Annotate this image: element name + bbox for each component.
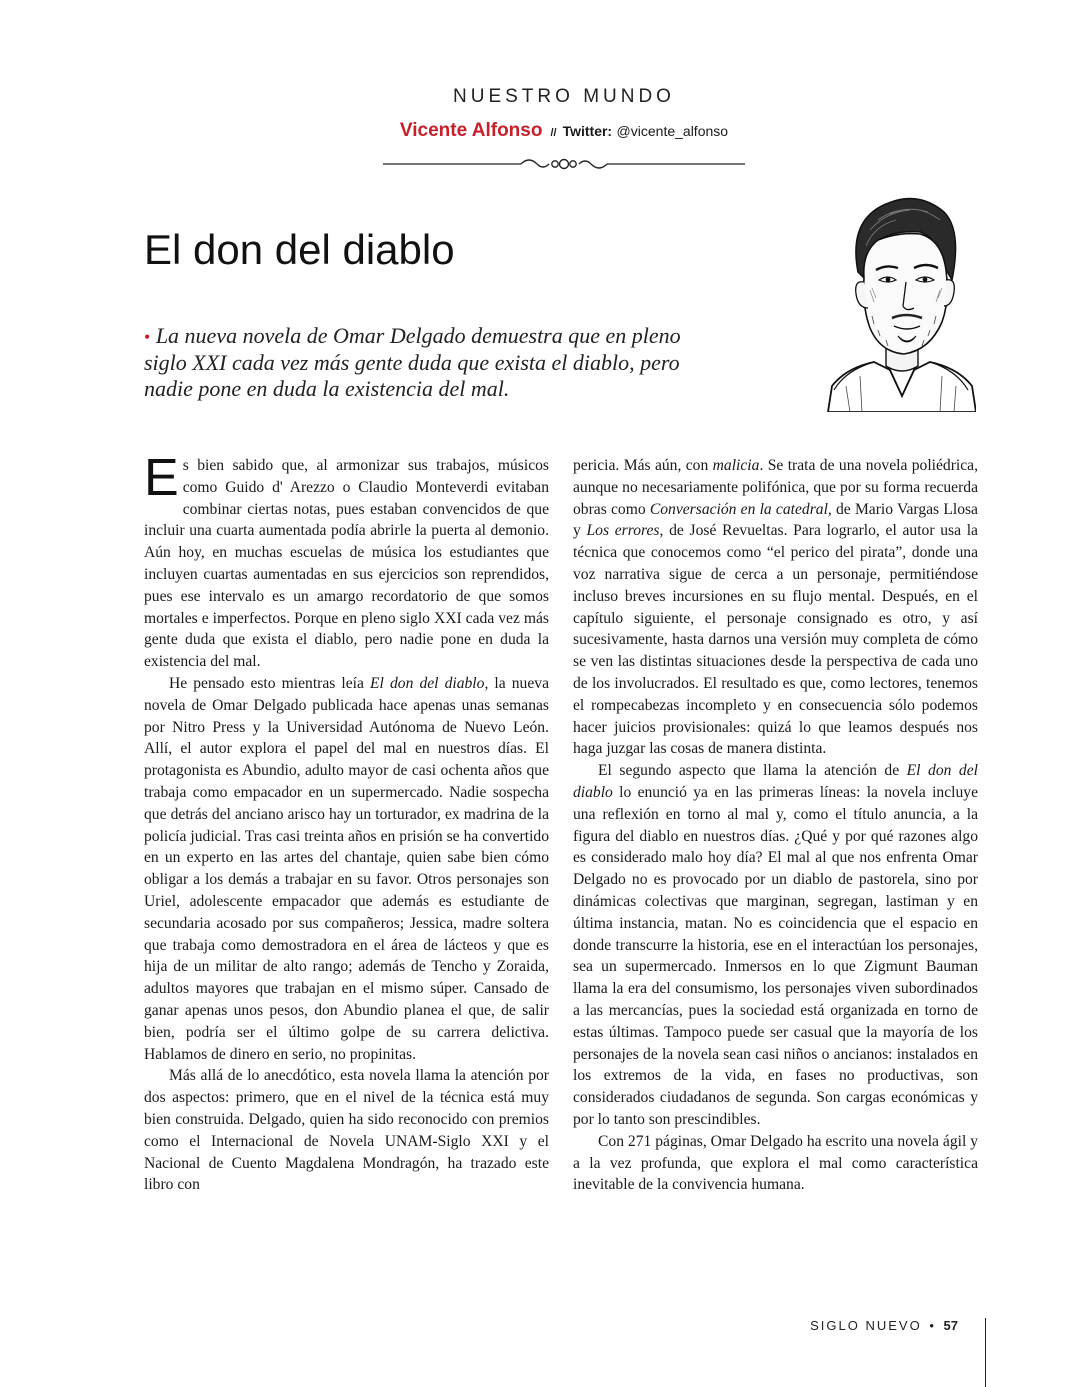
paragraph-5 — [573, 760, 978, 1131]
page-number: 57 — [943, 1318, 958, 1333]
paragraph-4-text-c: , de Mario Vargas Llosa y — [573, 500, 978, 540]
lede-text: La nueva novela de Omar Delgado demuestra que en pleno siglo XXI cada vez más gente duda que exista el diablo, pero nadie pone en duda la existencia del mal. — [144, 323, 681, 401]
paragraph-6: Con 271 páginas, Omar Delgado ha escrito una novela ágil y a la vez profunda, que explora el mal como característica inevitable de la convivencia humana. — [573, 1132, 978, 1194]
paragraph-2-text-a: He pensado esto mientras leía — [169, 674, 371, 692]
paragraph-5-text-a: El segundo aspecto que llama la atención de — [598, 762, 907, 780]
divider-ornament-icon — [383, 152, 745, 176]
article-title: El don del diablo — [144, 226, 455, 273]
italic-los-errores: Los errores — [586, 522, 660, 540]
byline — [0, 120, 1080, 142]
lede-bullet-icon: • — [144, 327, 151, 347]
article-lede — [144, 323, 684, 402]
byline-separator: // — [550, 127, 557, 139]
italic-malicia: malicia — [712, 457, 760, 474]
paragraph-4 — [573, 455, 978, 760]
paragraph-2 — [144, 673, 549, 1065]
book-title-italic-2: El don del diablo — [573, 762, 978, 801]
footer-rule — [985, 1318, 986, 1387]
paragraph-2-text-b: , la nueva novela de Omar Delgado publicada hace apenas unas semanas por Nitro Press y la Universidad Autónoma de Nuevo León. Allí, el autor explora el papel del mal en nuestros días. El protagonista es Abundio, adulto mayor de casi ochenta años que trabaja como empacador en un supermercado. Nadie sospecha que detrás del anciano arisco hay un torturador, ex madrina de la policía judicial. Tras casi treinta años en prisión se ha convertido en un experto en las artes del chantaje, quien sabe bien cómo obligar a los demás a trabajar en su favor. Otros personajes son Uriel, adolescente empacador que además es estudiante de secundaria acosado por sus compañeros; Jessica, madre soltera que trabaja como demostradora en el área de lácteos y que es hija de un militar de alto rango; además de Tencho y Zoraida, adultos mayores que trabajan en el mismo súper. Cansado de ganar apenas unos pesos, don Abundio planea el que, de salir bien, podría ser el último golpe de su carrera delictiva. Hablamos de dinero en serio, no propinitas. — [144, 674, 549, 1063]
paragraph-1-text: s bien sabido que, al armonizar sus trabajos, músicos como Guido d' Arezzo o Claudio Monteverdi evitaban combinar ciertas notas, pues estaban convencidos de que incluir una cuarta aumentada podía abrirle la puerta al demonio. Aún hoy, en muchas escuelas de música los estudiantes que incluyen cuartas aumentadas en sus ejercicios son reprendidos, pues ese intervalo es un amargo recordatorio de que somos mortales e imperfectos. Porque en pleno siglo XXI cada vez más gente duda que exista el diablo, pero nadie pone en duda la existencia del mal. — [144, 457, 549, 671]
page-footer — [0, 1318, 958, 1333]
author-name: Vicente Alfonso — [399, 120, 543, 141]
paragraph-5-text-b: lo enunció ya en las primeras líneas: la novela incluye una reflexión en torno al mal y, como el título anuncia, a la figura del diablo en nuestros días. ¿Qué y por qué razones algo es considerado malo hoy día? El mal al que nos enfrenta Omar Delgado no es provocado por un diablo de pastorela, sino por dinámicas colectivas que marginan, segregan, lastiman y en última instancia, matan. No es coincidencia que el espacio en donde transcurre la historia, ese en el interactúan los personajes, sea un supermercado. Inmersos en lo que Zigmunt Bauman llama la era del consumismo, los personajes viven subordinados a las mercancías, pues la sociedad está organizada en torno de estas últimas. Tampoco puede ser casual que la mayoría de los personajes de la novela sean casi niños o ancianos: instalados en los extremos de la vida, en fases no productivas, son considerados ciudadanos de segunda. Son cargas económicas y por lo tanto son prescindibles. — [573, 783, 978, 1128]
paragraph-1 — [144, 449, 549, 673]
book-title-italic: El don del diablo — [370, 674, 485, 692]
article-column-right — [573, 455, 978, 1196]
footer-dot: • — [929, 1318, 936, 1333]
italic-conversacion: Conversación en la catedral — [649, 500, 828, 518]
drop-cap: E — [144, 449, 179, 507]
paragraph-4-text-d: , de José Revueltas. Para lograrlo, el autor usa la técnica que conocemos como “el perico del pirata”, donde una voz narrativa sigue de cerca a un personaje, permitiéndose incluso breves incursiones en su flujo mental. Después, en el capítulo siguiente, el personaje consignado es otro, y así sucesivamente, hasta darnos una versión muy completa de cómo se ven las distintas situaciones desde la perspectiva de cada uno de los involucrados. El resultado es que, como lectores, tenemos el rompecabezas incompleto y en consecuencia sólo podemos hacer juicios provisionales: quizá lo que leamos después nos haga juzgar las cosas de manera distinta. — [573, 522, 978, 758]
twitter-label: Twitter: — [562, 123, 613, 139]
magazine-name: SIGLO NUEVO — [810, 1318, 922, 1333]
section-label: NUESTRO MUNDO — [453, 86, 675, 107]
author-portrait — [826, 190, 976, 412]
paragraph-4-text-a: pericia. Más aún, con — [573, 457, 713, 474]
article-column-left — [144, 449, 549, 1196]
paragraph-4-text-b: . Se trata de una novela poliédrica, aunque no necesariamente polifónica, que por su forma recuerda obras como — [573, 457, 978, 518]
paragraph-3: Más allá de lo anecdótico, esta novela llama la atención por dos aspectos: primero, que en el nivel de la técnica está muy bien construida. Delgado, quien ha sido reconocido con premios como el Internacional de Novela UNAM-Siglo XXI y el Nacional de Cuento Magdalena Mondragón, ha trazado este libro con — [144, 1067, 549, 1194]
twitter-handle[interactable]: @vicente_alfonso — [616, 123, 729, 139]
